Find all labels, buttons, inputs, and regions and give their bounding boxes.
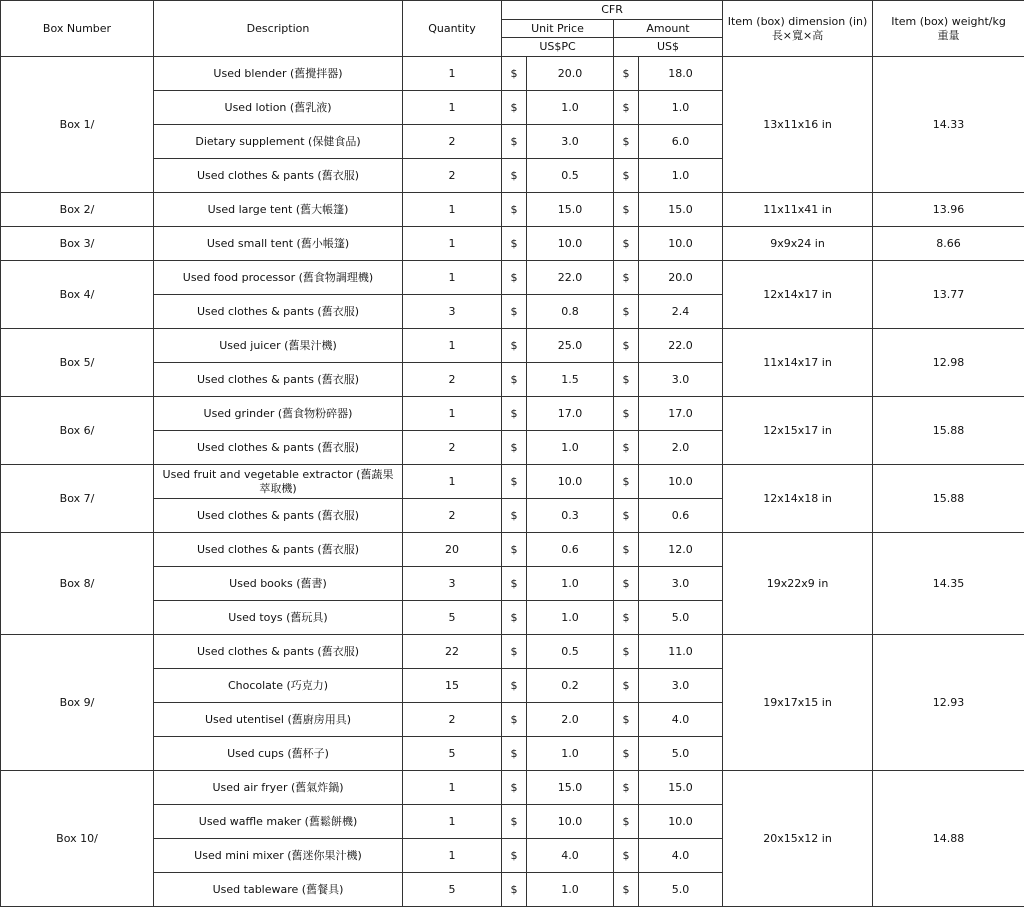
table-row [1,329,1024,363]
unit-price-currency-symbol: $ [502,533,527,567]
unit-price-value: 17.0 [527,397,614,431]
amount-currency-symbol: $ [614,669,639,703]
item-quantity: 1 [403,57,502,91]
amount-value: 18.0 [639,57,723,91]
item-quantity: 1 [403,771,502,805]
amount-value: 5.0 [639,737,723,771]
item-description: Used books (舊書) [154,567,403,601]
amount-value: 0.6 [639,499,723,533]
unit-price-currency-symbol: $ [502,397,527,431]
table-row [1,533,1024,567]
item-quantity: 1 [403,193,502,227]
amount-currency-symbol: $ [614,805,639,839]
table-body [1,57,1024,907]
amount-currency-symbol: $ [614,533,639,567]
amount-currency-symbol: $ [614,601,639,635]
amount-value: 3.0 [639,363,723,397]
box-number-cell: Box 2/ [1,193,154,227]
amount-currency-symbol: $ [614,91,639,125]
item-quantity: 5 [403,737,502,771]
box-dimension-cell: 12x14x17 in [723,261,873,329]
amount-value: 5.0 [639,873,723,907]
box-dimension-cell: 12x14x18 in [723,465,873,533]
table-row [1,193,1024,227]
box-dimension-cell: 11x11x41 in [723,193,873,227]
unit-price-value: 0.8 [527,295,614,329]
unit-price-value: 15.0 [527,771,614,805]
unit-price-value: 0.2 [527,669,614,703]
box-weight-cell: 15.88 [873,465,1024,533]
box-dimension-cell: 19x22x9 in [723,533,873,635]
unit-price-currency-symbol: $ [502,91,527,125]
item-description: Used utentisel (舊廚房用具) [154,703,403,737]
amount-value: 12.0 [639,533,723,567]
box-weight-cell: 13.96 [873,193,1024,227]
item-quantity: 15 [403,669,502,703]
amount-currency-symbol: $ [614,737,639,771]
unit-price-value: 10.0 [527,805,614,839]
amount-currency-symbol: $ [614,703,639,737]
item-quantity: 1 [403,839,502,873]
amount-value: 10.0 [639,227,723,261]
unit-price-value: 1.5 [527,363,614,397]
amount-value: 10.0 [639,805,723,839]
header-quantity: Quantity [403,1,502,57]
amount-currency-symbol: $ [614,839,639,873]
unit-price-value: 0.3 [527,499,614,533]
box-number-cell: Box 5/ [1,329,154,397]
amount-value: 2.4 [639,295,723,329]
item-quantity: 20 [403,533,502,567]
amount-currency-symbol: $ [614,635,639,669]
item-description: Used large tent (舊大帳篷) [154,193,403,227]
amount-value: 3.0 [639,567,723,601]
item-description: Used clothes & pants (舊衣服) [154,363,403,397]
amount-value: 1.0 [639,159,723,193]
unit-price-value: 2.0 [527,703,614,737]
unit-price-currency-symbol: $ [502,499,527,533]
box-number-cell: Box 9/ [1,635,154,771]
item-quantity: 3 [403,567,502,601]
amount-currency-symbol: $ [614,261,639,295]
item-quantity: 2 [403,499,502,533]
unit-price-currency-symbol: $ [502,261,527,295]
item-quantity: 1 [403,227,502,261]
amount-currency-symbol: $ [614,431,639,465]
item-description: Used cups (舊杯子) [154,737,403,771]
item-description: Used small tent (舊小帳篷) [154,227,403,261]
amount-value: 4.0 [639,703,723,737]
box-number-cell: Box 1/ [1,57,154,193]
item-description: Used juicer (舊果汁機) [154,329,403,363]
item-description: Used clothes & pants (舊衣服) [154,635,403,669]
unit-price-value: 0.5 [527,159,614,193]
unit-price-currency-symbol: $ [502,431,527,465]
item-quantity: 3 [403,295,502,329]
amount-value: 1.0 [639,91,723,125]
item-quantity: 1 [403,91,502,125]
unit-price-value: 1.0 [527,431,614,465]
unit-price-value: 10.0 [527,227,614,261]
item-quantity: 1 [403,397,502,431]
unit-price-currency-symbol: $ [502,329,527,363]
unit-price-value: 10.0 [527,465,614,499]
item-description: Used food processor (舊食物調理機) [154,261,403,295]
table-row [1,771,1024,805]
box-dimension-cell: 19x17x15 in [723,635,873,771]
unit-price-value: 1.0 [527,601,614,635]
box-number-cell: Box 4/ [1,261,154,329]
box-dimension-cell: 13x11x16 in [723,57,873,193]
item-quantity: 2 [403,159,502,193]
item-description: Used clothes & pants (舊衣服) [154,499,403,533]
table-row [1,261,1024,295]
amount-value: 17.0 [639,397,723,431]
header-dimension [723,1,873,57]
item-description: Used lotion (舊乳液) [154,91,403,125]
unit-price-currency-symbol: $ [502,669,527,703]
box-dimension-cell: 9x9x24 in [723,227,873,261]
unit-price-value: 25.0 [527,329,614,363]
item-description: Used mini mixer (舊迷你果汁機) [154,839,403,873]
item-quantity: 2 [403,431,502,465]
amount-currency-symbol: $ [614,193,639,227]
box-dimension-cell: 11x14x17 in [723,329,873,397]
unit-price-currency-symbol: $ [502,159,527,193]
unit-price-currency-symbol: $ [502,873,527,907]
unit-price-value: 3.0 [527,125,614,159]
item-description: Used clothes & pants (舊衣服) [154,295,403,329]
item-quantity: 5 [403,873,502,907]
box-weight-cell: 15.88 [873,397,1024,465]
item-description: Used toys (舊玩具) [154,601,403,635]
box-weight-cell: 14.33 [873,57,1024,193]
unit-price-value: 1.0 [527,91,614,125]
table-header [1,1,1024,57]
header-unit-price: Unit Price [502,20,614,38]
amount-value: 22.0 [639,329,723,363]
box-number-cell: Box 7/ [1,465,154,533]
amount-currency-symbol: $ [614,363,639,397]
unit-price-currency-symbol: $ [502,737,527,771]
header-weight-sub: 重量 [937,28,960,42]
item-quantity: 22 [403,635,502,669]
item-description: Used grinder (舊食物粉碎器) [154,397,403,431]
item-description: Used fruit and vegetable extractor (舊蔬果萃取機) [154,465,403,499]
amount-currency-symbol: $ [614,465,639,499]
item-quantity: 1 [403,805,502,839]
box-weight-cell: 13.77 [873,261,1024,329]
unit-price-currency-symbol: $ [502,703,527,737]
box-dimension-cell: 12x15x17 in [723,397,873,465]
unit-price-currency-symbol: $ [502,635,527,669]
unit-price-value: 4.0 [527,839,614,873]
amount-currency-symbol: $ [614,295,639,329]
amount-currency-symbol: $ [614,159,639,193]
header-cfr: CFR [502,1,723,20]
box-weight-cell: 8.66 [873,227,1024,261]
header-description: Description [154,1,403,57]
amount-currency-symbol: $ [614,125,639,159]
header-weight-label: Item (box) weight/kg [891,14,1006,28]
amount-value: 10.0 [639,465,723,499]
item-quantity: 2 [403,125,502,159]
amount-currency-symbol: $ [614,329,639,363]
amount-value: 11.0 [639,635,723,669]
item-description: Used waffle maker (舊鬆餅機) [154,805,403,839]
unit-price-value: 22.0 [527,261,614,295]
item-quantity: 2 [403,363,502,397]
box-weight-cell: 12.98 [873,329,1024,397]
header-amount-currency: US$ [614,38,723,57]
header-box-number: Box Number [1,1,154,57]
unit-price-value: 0.6 [527,533,614,567]
box-weight-cell: 14.88 [873,771,1024,907]
amount-value: 2.0 [639,431,723,465]
header-amount: Amount [614,20,723,38]
item-description: Used clothes & pants (舊衣服) [154,159,403,193]
unit-price-currency-symbol: $ [502,465,527,499]
item-description: Dietary supplement (保健食品) [154,125,403,159]
unit-price-currency-symbol: $ [502,601,527,635]
unit-price-currency-symbol: $ [502,57,527,91]
unit-price-currency-symbol: $ [502,567,527,601]
header-unit-price-currency: US$PC [502,38,614,57]
amount-currency-symbol: $ [614,873,639,907]
unit-price-currency-symbol: $ [502,805,527,839]
amount-currency-symbol: $ [614,499,639,533]
box-number-cell: Box 10/ [1,771,154,907]
unit-price-currency-symbol: $ [502,227,527,261]
amount-currency-symbol: $ [614,771,639,805]
item-description: Used tableware (舊餐具) [154,873,403,907]
header-weight [873,1,1024,57]
item-quantity: 2 [403,703,502,737]
box-weight-cell: 14.35 [873,533,1024,635]
amount-currency-symbol: $ [614,57,639,91]
item-quantity: 5 [403,601,502,635]
amount-value: 6.0 [639,125,723,159]
amount-currency-symbol: $ [614,227,639,261]
amount-value: 3.0 [639,669,723,703]
box-number-cell: Box 6/ [1,397,154,465]
unit-price-currency-symbol: $ [502,295,527,329]
amount-value: 5.0 [639,601,723,635]
box-number-cell: Box 3/ [1,227,154,261]
table-row [1,635,1024,669]
header-dimension-sub: 長×寬×高 [771,28,824,42]
unit-price-currency-symbol: $ [502,125,527,159]
table-row [1,397,1024,431]
unit-price-value: 15.0 [527,193,614,227]
item-quantity: 1 [403,261,502,295]
box-number-cell: Box 8/ [1,533,154,635]
unit-price-value: 20.0 [527,57,614,91]
item-description: Used air fryer (舊氣炸鍋) [154,771,403,805]
unit-price-value: 1.0 [527,873,614,907]
item-description: Used clothes & pants (舊衣服) [154,431,403,465]
item-description: Used blender (舊攪拌器) [154,57,403,91]
unit-price-value: 1.0 [527,737,614,771]
table-row [1,465,1024,499]
amount-currency-symbol: $ [614,567,639,601]
unit-price-value: 1.0 [527,567,614,601]
unit-price-currency-symbol: $ [502,193,527,227]
header-dimension-label: Item (box) dimension (in) [727,14,868,28]
table-row [1,227,1024,261]
item-description: Chocolate (巧克力) [154,669,403,703]
amount-value: 15.0 [639,193,723,227]
box-dimension-cell: 20x15x12 in [723,771,873,907]
item-quantity: 1 [403,465,502,499]
amount-value: 4.0 [639,839,723,873]
item-description: Used clothes & pants (舊衣服) [154,533,403,567]
unit-price-currency-symbol: $ [502,771,527,805]
table-row [1,57,1024,91]
amount-currency-symbol: $ [614,397,639,431]
box-weight-cell: 12.93 [873,635,1024,771]
amount-value: 20.0 [639,261,723,295]
item-quantity: 1 [403,329,502,363]
unit-price-value: 0.5 [527,635,614,669]
amount-value: 15.0 [639,771,723,805]
unit-price-currency-symbol: $ [502,839,527,873]
unit-price-currency-symbol: $ [502,363,527,397]
